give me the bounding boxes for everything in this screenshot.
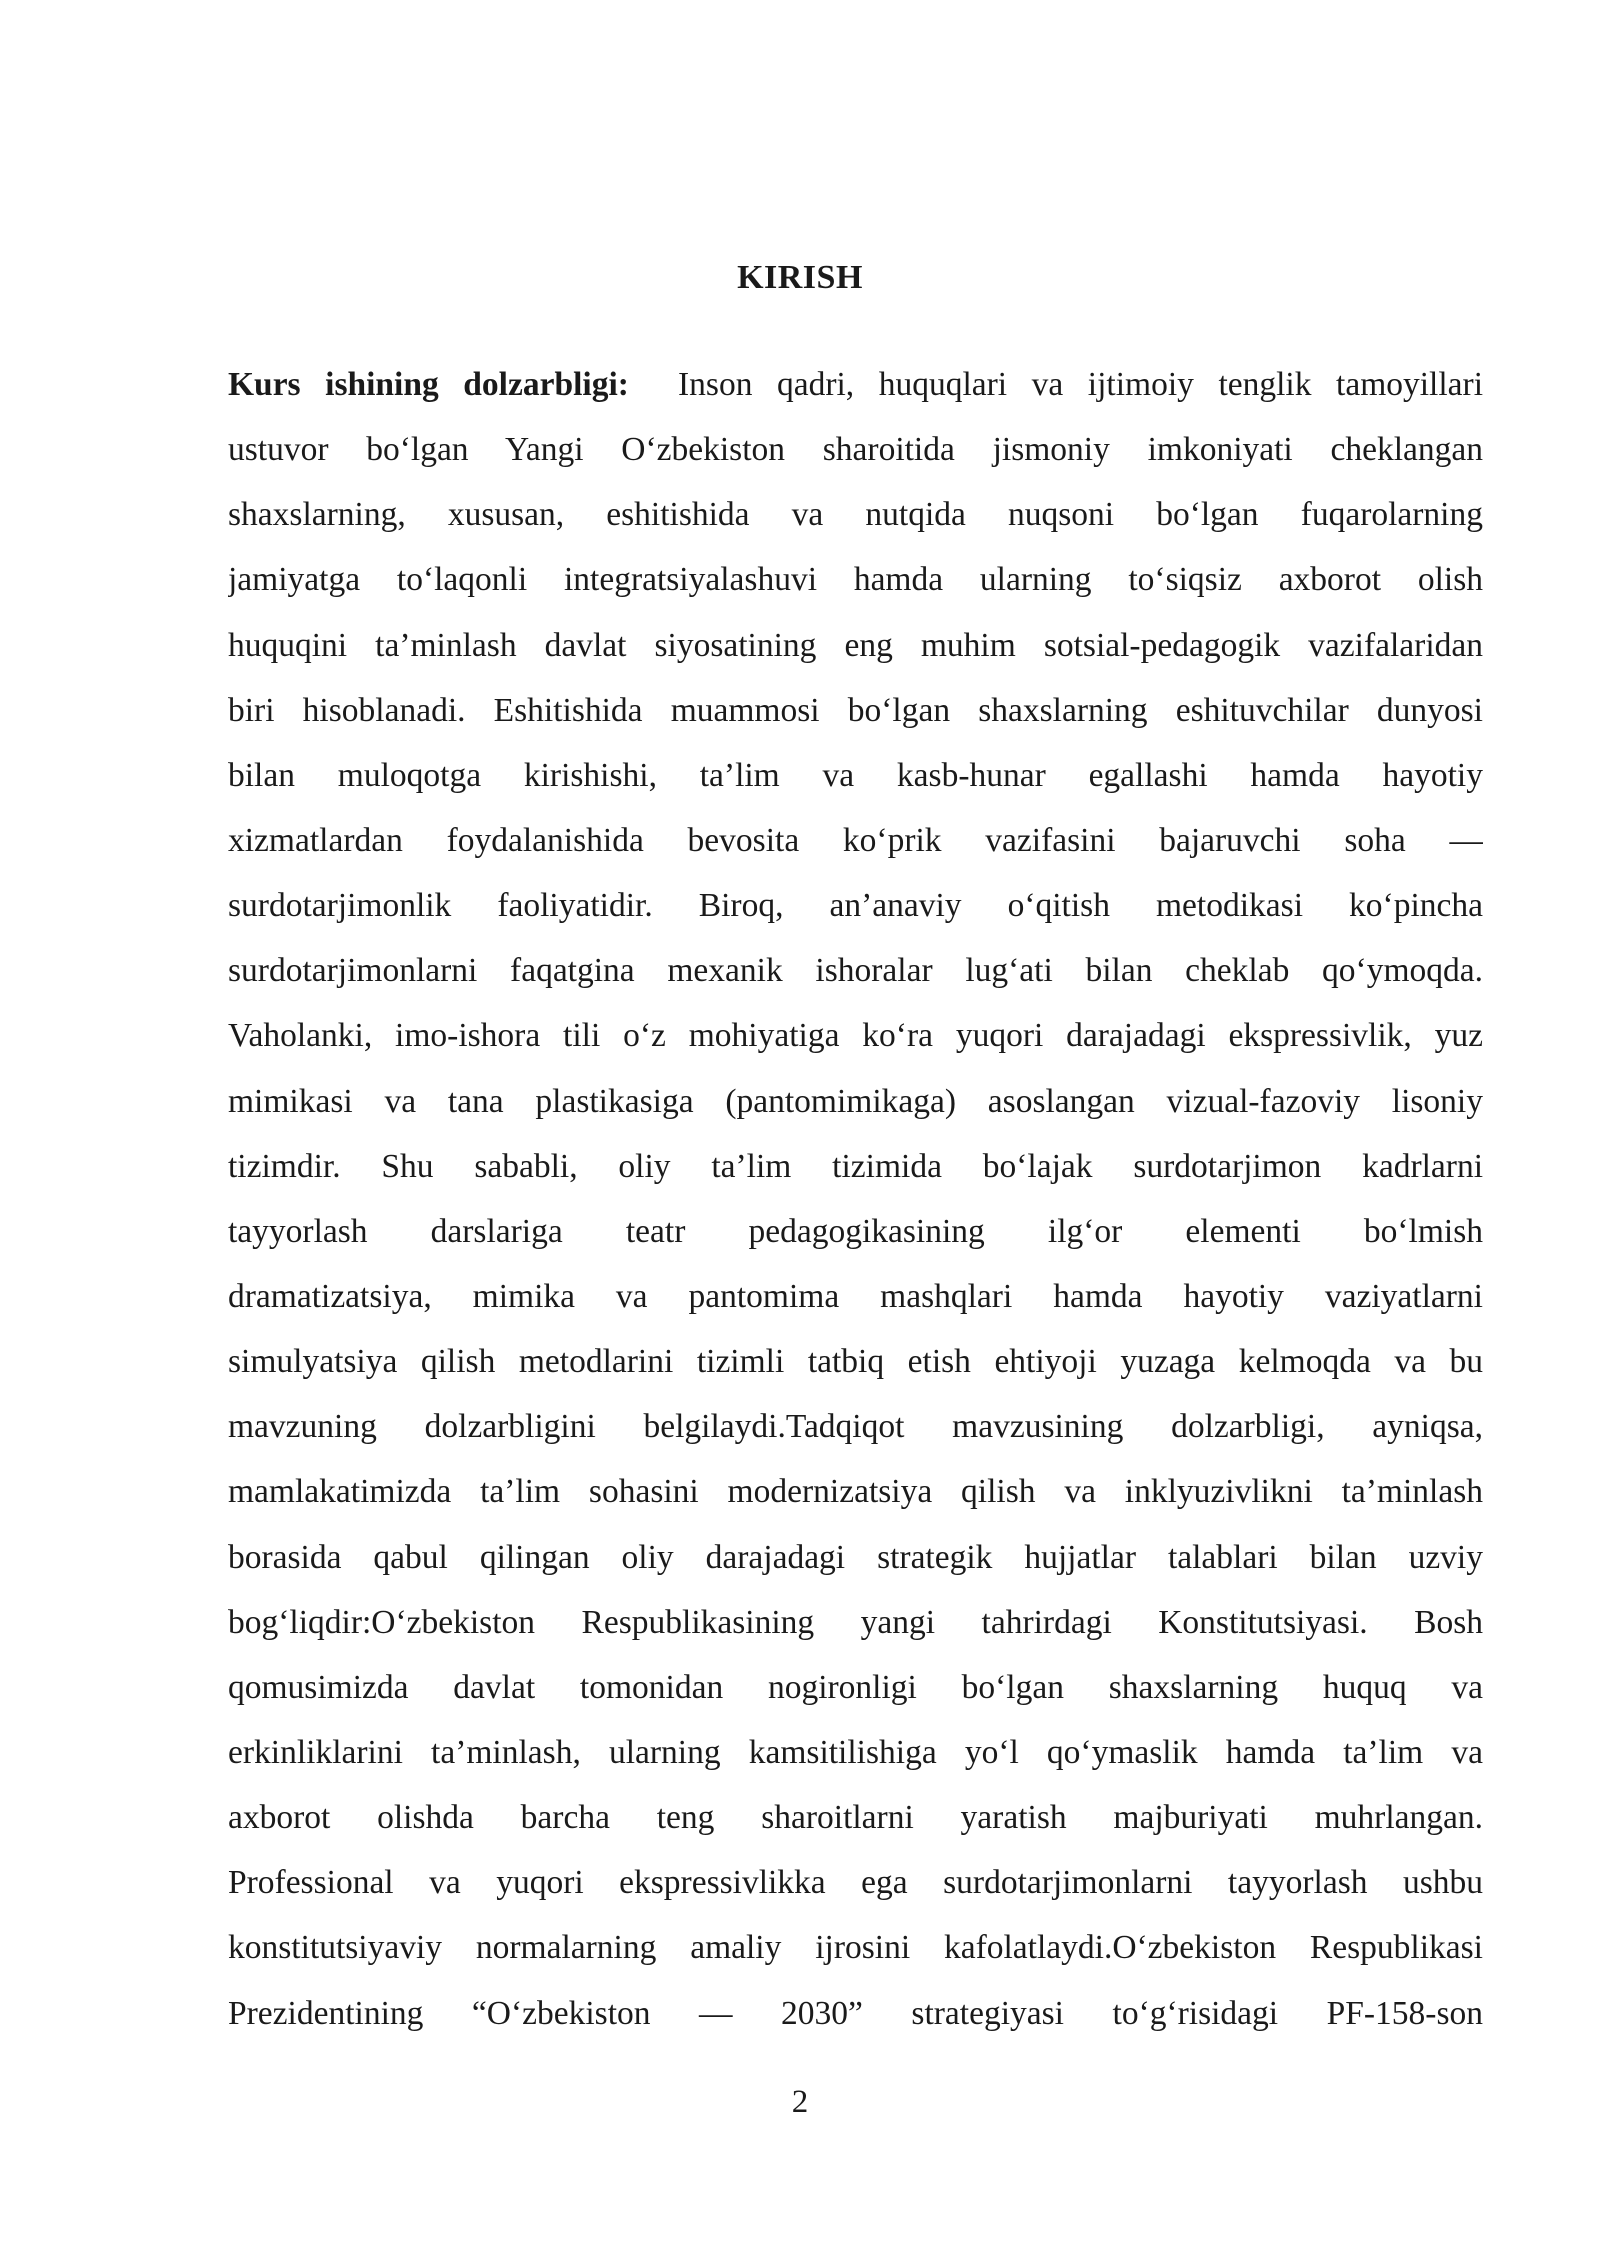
text-line: biri hisoblanadi. Eshitishida muammosi bo‘lgan shaxslarning eshituvchilar dunyosi (228, 691, 1483, 729)
text-line: Professional va yuqori ekspressivlikka ega surdotarjimonlarni tayyorlash ushbu (228, 1864, 1483, 1902)
text-line: tayyorlash darslariga teatr pedagogikasining ilg‘or elementi bo‘lmish (228, 1212, 1483, 1250)
text-line: borasida qabul qilingan oliy darajadagi strategik hujjatlar talablari bilan uzviy (228, 1538, 1483, 1576)
text-line: simulyatsiya qilish metodlarini tizimli tatbiq etish ehtiyoji yuzaga kelmoqda va bu (228, 1343, 1483, 1381)
text-line: mamlakatimizda ta’lim sohasini modernizatsiya qilish va inklyuzivlikni ta’minlash (228, 1473, 1483, 1511)
text-line: surdotarjimonlik faoliyatidir. Biroq, an’anaviy o‘qitish metodikasi ko‘pincha (228, 887, 1483, 925)
text-line (228, 352, 1483, 417)
text-line: konstitutsiyaviy normalarning amaliy ijrosini kafolatlaydi.O‘zbekiston Respublikasi (228, 1929, 1483, 1967)
text-line: mimikasi va tana plastikasiga (pantomimikaga) asoslangan vizual-fazoviy lisoniy (228, 1082, 1483, 1120)
page-number: 2 (791, 2084, 809, 2120)
text-line: bilan muloqotga kirishishi, ta’lim va kasb-hunar egallashi hamda hayotiy (228, 756, 1483, 794)
text-line: shaxslarning, xususan, eshitishida va nutqida nuqsoni bo‘lgan fuqarolarning (228, 496, 1483, 534)
text-line: ustuvor bo‘lgan Yangi O‘zbekiston sharoitida jismoniy imkoniyati cheklangan (228, 431, 1483, 469)
text-line-content: Inson qadri, huquqlari va ijtimoiy tenglik tamoyillari (678, 366, 1483, 403)
page-title: KIRISH (737, 259, 863, 296)
text-line: dramatizatsiya, mimika va pantomima mashqlari hamda hayotiy vaziyatlarni (228, 1277, 1483, 1315)
text-line: xizmatlardan foydalanishida bevosita ko‘prik vazifasini bajaruvchi soha — (228, 821, 1483, 859)
lead-label: Kurs ishining dolzarbligi: (228, 366, 629, 403)
text-line: Prezidentining “O‘zbekiston — 2030” strategiyasi to‘g‘risidagi PF-158-son (228, 1994, 1483, 2032)
text-line: huquqini ta’minlash davlat siyosatining eng muhim sotsial-pedagogik vazifalaridan (228, 626, 1483, 664)
text-line: Vaholanki, imo-ishora tili o‘z mohiyatiga ko‘ra yuqori darajadagi ekspressivlik, yuz (228, 1017, 1483, 1055)
text-line: axborot olishda barcha teng sharoitlarni yaratish majburiyati muhrlangan. (228, 1799, 1483, 1837)
body-paragraph (228, 352, 1483, 2046)
text-line: surdotarjimonlarni faqatgina mexanik ishoralar lug‘ati bilan cheklab qo‘ymoqda. (228, 952, 1483, 990)
text-line: bog‘liqdir:O‘zbekiston Respublikasining yangi tahrirdagi Konstitutsiyasi. Bosh (228, 1603, 1483, 1641)
text-line: erkinliklarini ta’minlash, ularning kamsitilishiga yo‘l qo‘ymaslik hamda ta’lim va (228, 1733, 1483, 1771)
text-line: mavzuning dolzarbligini belgilaydi.Tadqiqot mavzusining dolzarbligi, ayniqsa, (228, 1408, 1483, 1446)
text-line: tizimdir. Shu sababli, oliy ta’lim tizimida bo‘lajak surdotarjimon kadrlarni (228, 1147, 1483, 1185)
text-line: jamiyatga to‘laqonli integratsiyalashuvi hamda ularning to‘siqsiz axborot olish (228, 561, 1483, 599)
text-line: qomusimizda davlat tomonidan nogironligi bo‘lgan shaxslarning huquq va (228, 1668, 1483, 1706)
